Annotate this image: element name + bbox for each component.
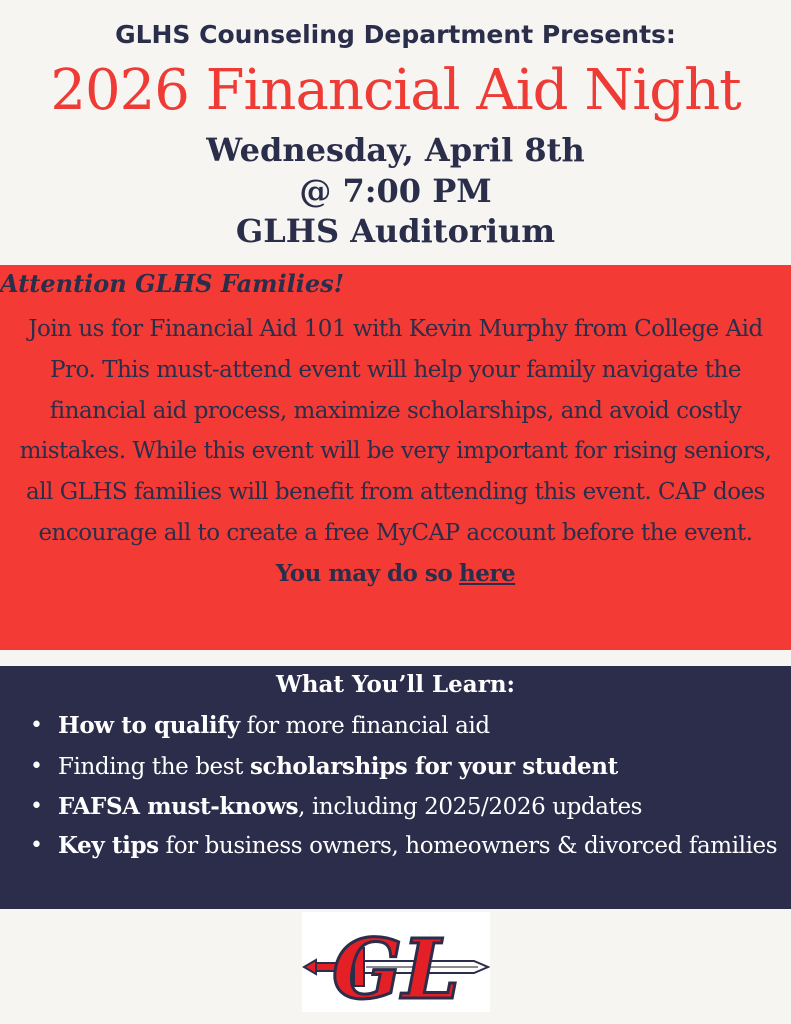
cta-prefix: You may do so [275, 559, 453, 587]
learn-list [28, 706, 778, 864]
list-item [28, 828, 778, 864]
announcement-heading: Attention GLHS Families! [0, 269, 345, 298]
item-text: , including 2025/2026 updates [298, 794, 643, 820]
item-text: Finding the best [58, 753, 250, 780]
list-item [28, 787, 778, 828]
list-item [28, 747, 778, 788]
learn-heading: What You’ll Learn: [275, 671, 516, 698]
event-title: 2026 Financial Aid Night [50, 58, 741, 123]
announcement-body [18, 309, 773, 595]
list-item [28, 706, 778, 747]
event-date: Wednesday, April 8th [206, 131, 585, 169]
event-location: GLHS Auditorium [235, 212, 556, 250]
item-bold: Key tips [58, 831, 159, 859]
event-time: @ 7:00 PM [299, 172, 492, 210]
bullet-icon: • [30, 713, 43, 738]
announcement-text: Join us for Financial Aid 101 with Kevin Murphy from College Aid Pro. This must-attend event will help your family navigate the financial aid process, maximize scholarships, and avoid costly mistakes. While this event will be very important for rising seniors, all GLHS families will benefit from attending this event. CAP does encourage all to create a free MyCAP account before the event. [19, 316, 772, 546]
presenter-line: GLHS Counseling Department Presents: [115, 20, 676, 49]
bullet-icon: • [30, 794, 43, 819]
sword-gl-logo-icon [302, 912, 490, 1012]
item-text: for more financial aid [239, 713, 490, 739]
school-logo [302, 912, 490, 1012]
logo-letters: GL [332, 922, 460, 1012]
bullet-icon: • [30, 753, 43, 779]
section-divider [0, 650, 791, 666]
header-section [0, 0, 791, 265]
bullet-icon: • [30, 832, 43, 858]
item-bold: FAFSA must-knows [58, 793, 299, 820]
mycap-signup-link[interactable]: here [459, 559, 516, 587]
item-bold: How to qualify [58, 712, 240, 739]
item-bold: scholarships for your student [249, 752, 618, 780]
item-text: for business owners, homeowners & divorced families [158, 832, 778, 859]
